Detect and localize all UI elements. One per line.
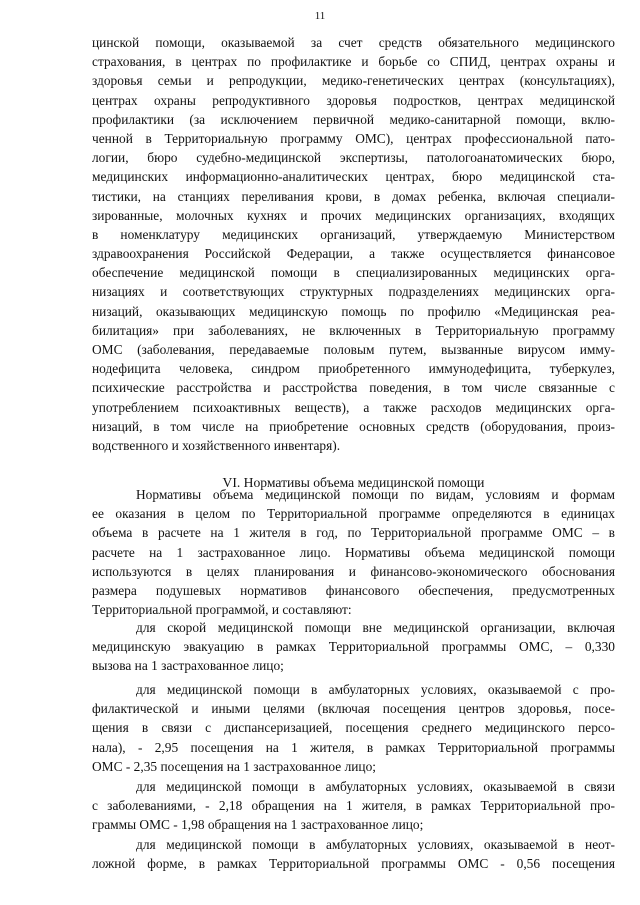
- text-line: медицинскую эвакуацию в рамках Территориальной программы ОМС, – 0,330: [92, 639, 615, 655]
- text-line: профилактики (за исключением первичной медико-санитарной помощи, вклю-: [92, 111, 615, 127]
- text-line: размера подушевых нормативов финансового обеспечения, предусмотренных: [92, 582, 615, 598]
- text-line: обеспечение медицинской помощи в специализированных медицинских орга-: [92, 265, 615, 281]
- text-line: ОМС - 2,35 посещения на 1 застрахованное лицо;: [92, 758, 376, 774]
- text-line: употреблением психоактивных веществ), а также расходов медицинских орга-: [92, 399, 615, 415]
- text-line: щения в связи с диспансеризацией, посещения среднего медицинского персо-: [92, 720, 615, 736]
- text-line: филактической и иными целями (включая посещения центров здоровья, посе-: [92, 701, 615, 717]
- text-line: логии, бюро судебно-медицинской экспертизы, патологоанатомических бюро,: [92, 150, 615, 166]
- text-line: ее оказания в целом по Территориальной программе определяются в единицах: [92, 506, 615, 522]
- page-number: 11: [314, 10, 326, 22]
- text-line: объема в расчете на 1 жителя в год, по Территориальной программе ОМС – в: [92, 525, 615, 541]
- text-line: Территориальной программой, и составляют:: [92, 602, 352, 618]
- text-line: центрах охраны репродуктивного здоровья подростков, центрах медицинской: [92, 92, 615, 108]
- text-line: нодефицита человека, синдром приобретенного иммунодефицита, туберкулез,: [92, 361, 615, 377]
- text-line: расчете на 1 застрахованное лицо. Нормативы объема медицинской помощи: [92, 544, 615, 560]
- text-line: с заболеваниями, - 2,18 обращения на 1 жителя, в рамках Территориальной про-: [92, 798, 615, 814]
- text-line: здоровья семьи и репродукции, медико-генетических центрах (консультациях),: [92, 73, 615, 89]
- text-line: билитация» при заболеваниях, не включенных в Территориальную программу: [92, 322, 615, 338]
- text-line: в номенклатуру медицинских организаций, утверждаемую Министерством: [92, 226, 615, 242]
- text-line: для скорой медицинской помощи вне медицинской организации, включая: [136, 620, 615, 635]
- text-line: зированные, молочных кухнях и прочих медицинских организациях, входящих: [92, 207, 615, 223]
- text-line: нала), - 2,95 посещения на 1 жителя, в рамках Территориальной программы: [92, 739, 615, 755]
- text-line: медицинских информационно-аналитических центрах, бюро медицинской ста-: [92, 169, 615, 185]
- paragraph-funding-continuation: [92, 33, 615, 455]
- text-line: для медицинской помощи в амбулаторных условиях, оказываемой в неот-: [136, 837, 615, 852]
- text-line: здравоохранения Российской Федерации, а также осуществляется финансовое: [92, 246, 615, 262]
- text-line: граммы ОМС - 1,98 обращения на 1 застрахованное лицо;: [92, 817, 424, 833]
- text-line: ОМС (заболевания, передаваемые половым путем, вызванные вирусом имму-: [92, 342, 615, 357]
- text-line: низаций, в том числе на приобретение основных средств (оборудования, произ-: [92, 418, 615, 434]
- text-line: водственного и хозяйственного инвентаря).: [92, 437, 341, 453]
- section-heading: VI. Нормативы объема медицинской помощи: [222, 475, 485, 490]
- text-line: страхования, в центрах по профилактике и борьбе со СПИД, центрах охраны и: [92, 54, 615, 70]
- text-line: Нормативы объема медицинской помощи по видам, условиям и формам: [136, 487, 615, 502]
- text-line: психические расстройства и расстройства поведения, в том числе связанные с: [92, 380, 615, 396]
- text-line: низаций, оказывающих медицинскую помощь по профилю «Медицинская реа-: [92, 303, 615, 319]
- paragraph-urgent-care: [92, 835, 615, 873]
- text-line: для медицинской помощи в амбулаторных условиях, оказываемой в связи: [136, 779, 615, 794]
- text-line: цинской помощи, оказываемой за счет средств обязательного медицинского: [92, 35, 615, 50]
- paragraph-disease-visits: [92, 777, 615, 835]
- paragraph-emergency-care: [92, 618, 615, 676]
- text-line: ченной в Территориальную программу ОМС), центрах профессиональной пато-: [92, 130, 615, 146]
- text-line: тистики, на станциях переливания крови, в домах ребенка, включая специали-: [92, 188, 615, 204]
- text-line: для медицинской помощи в амбулаторных условиях, оказываемой с про-: [136, 682, 615, 697]
- text-line: вызова на 1 застрахованное лицо;: [92, 658, 284, 674]
- paragraph-prophylactic-visits: [92, 680, 615, 776]
- paragraph-volume-norms: [92, 485, 615, 619]
- text-line: низациях и соответствующих структурных подразделениях медицинских орга-: [92, 284, 615, 300]
- text-line: используются в целях планирования и финансово-экономического обоснования: [92, 563, 615, 579]
- text-line: ложной форме, в рамках Территориальной программы ОМС - 0,56 посещения: [92, 856, 615, 872]
